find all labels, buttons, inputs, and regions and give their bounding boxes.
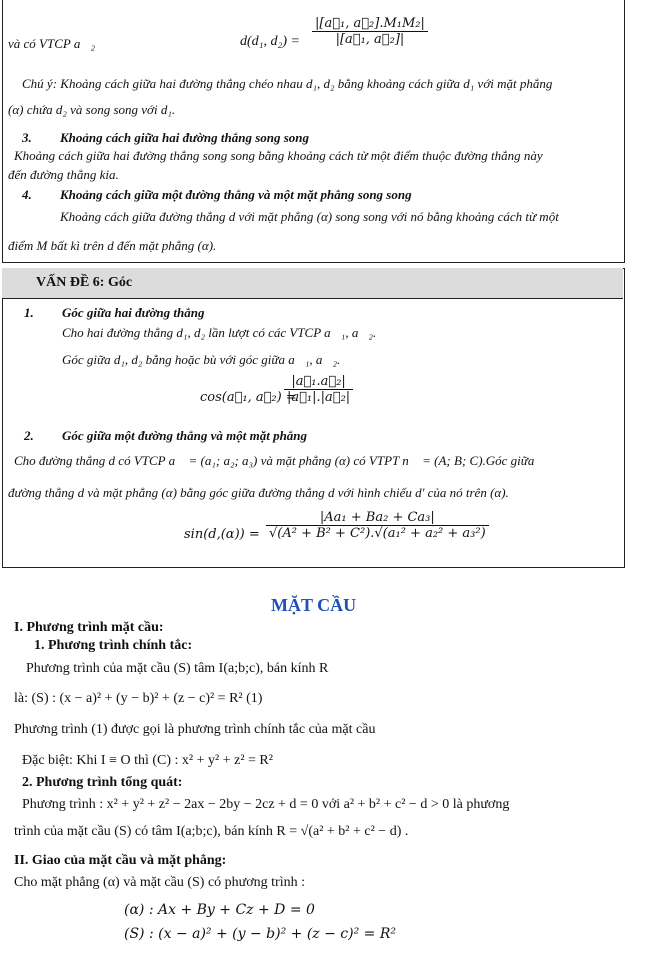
note-line-2: (α) chứa d₂ và song song với d₁. [8, 102, 176, 117]
sec4-title: Khoảng cách giữa một đường thẳng và một mặt phẳng song song [60, 187, 412, 202]
cos-denominator: |a⃗₁|.|a⃗₂| [287, 390, 351, 405]
mat-cau-title: MẶT CẦU [271, 595, 357, 615]
part-1-2-line-2: trình của mặt cầu (S) có tâm I(a;b;c), bán kính R = √(a² + b² + c² − d) . [14, 824, 409, 839]
part-2-eq-1: (α) : Ax + By + Cz + D = 0 [124, 902, 315, 918]
sec3-number: 3. [22, 130, 32, 145]
sec3-title: Khoảng cách giữa hai đường thẳng song song [60, 130, 310, 145]
s2-number: 2. [24, 428, 34, 443]
s1-title: Góc giữa hai đường thẳng [62, 305, 205, 320]
part-1-1-line-3: Phương trình (1) được gọi là phương trình chính tắc của mặt cầu [14, 722, 376, 737]
distance-formula-lhs: d(d₁, d₂) = [240, 34, 301, 49]
sec3-line-1: Khoảng cách giữa hai đường thẳng song song bằng khoảng cách từ một điểm thuộc đường thẳng này [14, 148, 543, 163]
sin-fraction [266, 510, 489, 541]
distance-formula-numerator: |[a⃗₁, a⃗₂].M₁M₂| [312, 16, 428, 32]
s1-line-2: Góc giữa d₁, d₂ bằng hoặc bù với góc giữa a⃗₁, a⃗₂. [62, 352, 341, 367]
sec4-number: 4. [22, 187, 32, 202]
part-1-1-line-1: Phương trình của mặt cầu (S) tâm I(a;b;c), bán kính R [26, 661, 329, 676]
part-1-1-line-4: Đặc biệt: Khi I ≡ O thì (C) : x² + y² + z² = R² [22, 753, 273, 768]
vtcp-line: và có VTCP a⃗₂ [8, 36, 95, 51]
sec3-line-2: đến đường thẳng kia. [8, 167, 119, 182]
cos-fraction [284, 374, 353, 405]
part-2-line-1: Cho mặt phẳng (α) và mặt cầu (S) có phương trình : [14, 875, 305, 890]
part-2-heading: II. Giao của mặt cầu và mặt phẳng: [14, 853, 227, 868]
s2-line-1: Cho đường thẳng d có VTCP a⃗ = (a₁; a₂; a₃) và mặt phẳng (α) có VTPT n⃗ = (A; B; C).Góc giữa [14, 453, 535, 468]
s1-number: 1. [24, 305, 34, 320]
part-1-2-line-1: Phương trình : x² + y² + z² − 2ax − 2by − 2cz + d = 0 với a² + b² + c² − d > 0 là phương [22, 797, 510, 812]
part-2-eq-2: (S) : (x − a)² + (y − b)² + (z − c)² = R² [124, 926, 397, 942]
sin-lhs: sin(d,(α)) = [184, 527, 260, 542]
sec4-line-2: điểm M bất kì trên d đến mặt phẳng (α). [8, 238, 217, 253]
distance-formula-fraction [312, 16, 428, 47]
sin-numerator: |Aa₁ + Ba₂ + Ca₃| [266, 510, 489, 526]
part-1-heading: I. Phương trình mặt cầu: [14, 620, 164, 635]
cos-lhs: cos(a⃗₁, a⃗₂) = [200, 390, 297, 405]
cos-numerator: |a⃗₁.a⃗₂| [284, 374, 353, 390]
sec4-line-1: Khoảng cách giữa đường thẳng d với mặt phẳng (α) song song với nó bằng khoảng cách từ một [60, 209, 559, 224]
part-1-1-heading: 1. Phương trình chính tắc: [34, 638, 193, 653]
distance-formula-denominator: |[a⃗₁, a⃗₂]| [335, 32, 405, 47]
s2-title: Góc giữa một đường thẳng và một mặt phẳng [62, 428, 308, 443]
s2-line-2: đường thẳng d và mặt phẳng (α) bằng góc giữa đường thẳng d với hình chiếu d' của nó trên (α). [8, 485, 509, 500]
part-1-2-heading: 2. Phương trình tổng quát: [22, 775, 183, 790]
angle-section-title: VẤN ĐỀ 6: Góc [36, 275, 133, 290]
part-1-1-line-2: là: (S) : (x − a)² + (y − b)² + (z − c)² = R² (1) [14, 691, 263, 706]
note-line-1: Chú ý: Khoảng cách giữa hai đường thẳng chéo nhau d₁, d₂ bằng khoảng cách giữa d₁ với mặt phẳng [22, 76, 553, 91]
s1-line-1: Cho hai đường thẳng d₁, d₂ lần lượt có các VTCP a⃗₁, a⃗₂. [62, 325, 377, 340]
sin-denominator: √(A² + B² + C²).√(a₁² + a₂² + a₃²) [269, 526, 486, 541]
